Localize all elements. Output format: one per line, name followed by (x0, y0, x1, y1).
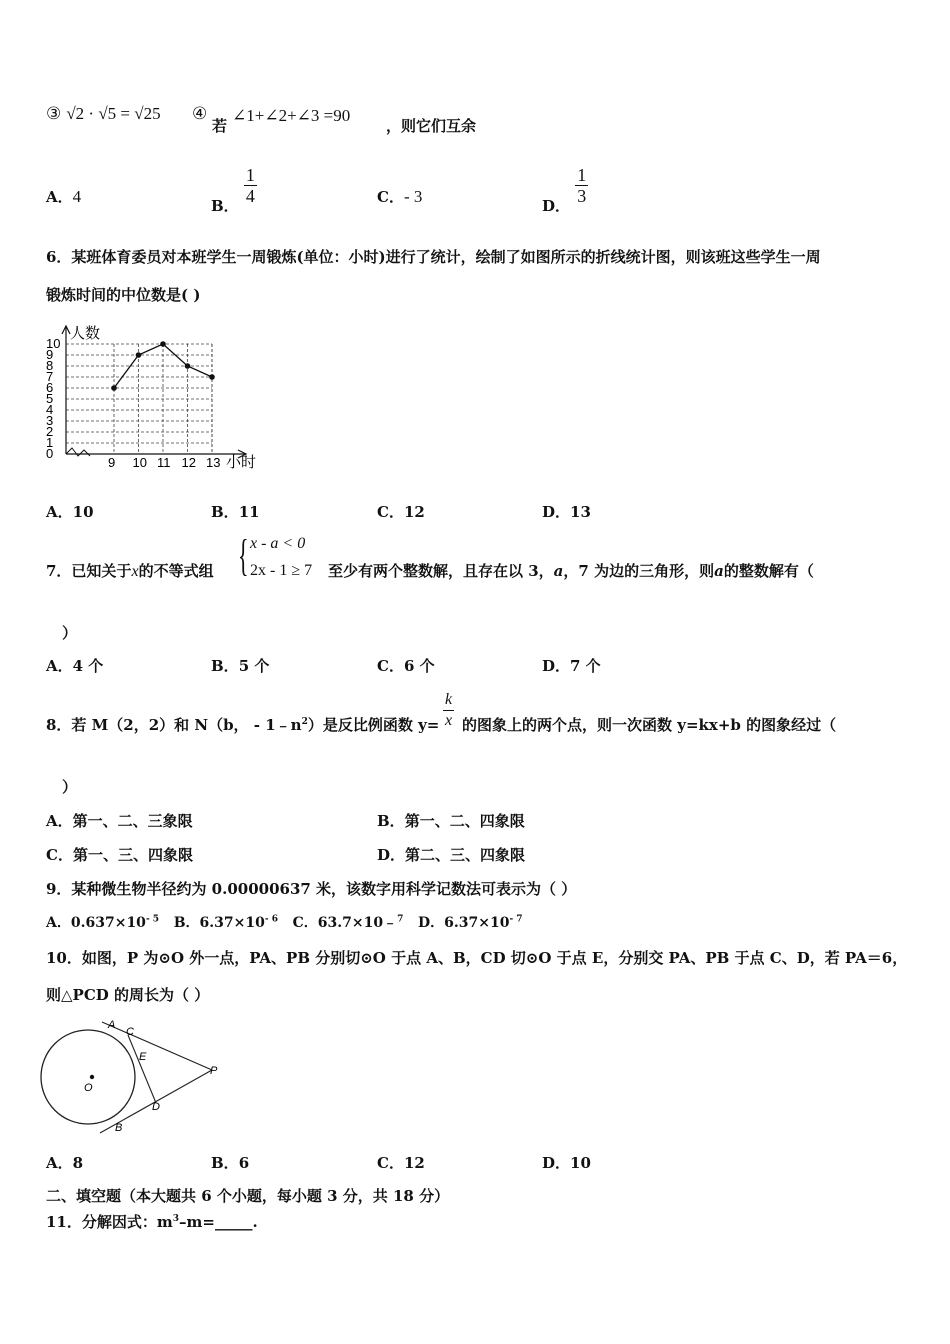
data-point (209, 374, 215, 380)
y-tick-label: 9 (46, 347, 54, 362)
q8-prefix: 8．若 M（2，2）和 N（b， - $1﹣n^2$）是反比例函数 y= (46, 716, 440, 734)
chart-ylabel: 人数 (70, 325, 101, 342)
q8-close-paren: ） (62, 778, 78, 796)
data-point (160, 341, 166, 347)
y-tick-label: 2 (46, 424, 54, 439)
q10-choice-a: A．8 (46, 1154, 84, 1172)
q6-text-line2: 锻炼时间的中位数是( ) (46, 286, 201, 304)
tangent-line-pa (102, 1022, 212, 1070)
y-tick-label: 6 (46, 380, 54, 395)
q5-choice-a: A．4 (46, 187, 82, 206)
y-tick-label: 7 (46, 369, 54, 384)
q5-item3-expr: √2 · √5 = √25 (66, 104, 161, 123)
label-p: P (210, 1065, 218, 1077)
label-b: B (115, 1122, 123, 1134)
q7-choice-d: D．7 个 (542, 657, 601, 675)
q8-choice-c: C．第一、三、四象限 (46, 846, 193, 864)
circle-o (41, 1030, 135, 1124)
q6-choice-b: B．11 (211, 503, 260, 521)
q5-choice-c: C．- 3 (377, 187, 423, 206)
y-tick-label: 4 (46, 402, 54, 417)
q9-choice-c: C．63.7×10﹣$^7$ (292, 914, 404, 931)
chart-axes (62, 326, 246, 458)
chart-xlabel: 小时 (226, 454, 257, 471)
label-a: A (108, 1019, 116, 1031)
q7-ineq1: x - a < 0 (250, 535, 306, 552)
q11-text: 11．分解因式：$m^3-m=\_\_\_\_\_$. (46, 1213, 258, 1231)
q5-item4-expr: ∠1+∠2+∠3 =90 (232, 106, 351, 125)
q9-choice-d: D．$6.37\times 10^{- 7}$ (417, 914, 523, 931)
q6-choice-a: A．10 (46, 503, 94, 521)
y-tick-label: 1 (46, 435, 54, 450)
tangent-circle-figure (40, 1015, 230, 1135)
q7-choice-a: A．4 个 (46, 657, 104, 675)
section-2-title: 二、填空题（本大题共 6 个小题，每小题 3 分，共 18 分） (46, 1187, 450, 1205)
q8-choice-d: D．第二、三、四象限 (377, 846, 526, 864)
q10-choice-b: B．6 (211, 1154, 250, 1172)
label-e: E (139, 1051, 147, 1063)
data-point (111, 385, 117, 391)
q7-prefix: 7．已知关于x的不等式组 (46, 562, 214, 580)
label-c: C (126, 1026, 134, 1038)
q10-choice-c: C．12 (377, 1154, 425, 1172)
q5-item4 (192, 104, 207, 124)
q6-text-line1: 6．某班体育委员对本班学生一周锻炼(单位：小时)进行了统计，绘制了如图所示的折线统计图，则该班这些学生一周 (46, 248, 821, 266)
label-o: O (84, 1082, 93, 1094)
label-d: D (152, 1101, 160, 1113)
q8-choice-a: A．第一、二、三象限 (46, 812, 193, 830)
q9-text: 9．某种微生物半径约为 0.00000637 米，该数字用科学记数法可表示为（ ） (46, 880, 577, 898)
q5-item3 (46, 104, 161, 124)
y-tick-label: 0 (46, 446, 54, 461)
x-tick-label: 12 (181, 455, 196, 470)
x-tick-label: 9 (108, 455, 116, 470)
circle-3: ③ (46, 104, 62, 123)
y-tick-label: 3 (46, 413, 54, 428)
chart-grid (66, 344, 212, 454)
y-tick-label: 8 (46, 358, 54, 373)
q5-choice-b: B． $\frac{1}{4}$ (211, 165, 255, 215)
q10-text-line1: 10．如图，P 为⊙O 外一点，PA、PB 分别切⊙O 于点 A、B，CD 切⊙O 于点 E，分别交 PA、PB 于点 C、D，若 PA＝6， (46, 949, 908, 967)
q7-suffix: 至少有两个整数解，且存在以 3，a，7 为边的三角形，则a的整数解有（ (328, 562, 814, 580)
q10-choice-d: D．10 (542, 1154, 591, 1172)
q7-ineq2: 2x - 1 ≥ 7 (250, 562, 313, 579)
q5-item4-prefix: 若 (212, 117, 228, 135)
q7-close-paren: ） (62, 624, 78, 642)
chart-ticks (46, 336, 220, 470)
q8-fraction: $\frac{k}{x}$ (445, 691, 453, 729)
q8-suffix: 的图象上的两个点，则一次函数 y=kx+b 的图象经过（ (462, 716, 837, 734)
x-tick-label: 11 (157, 455, 171, 470)
x-tick-label: 13 (206, 455, 221, 470)
q7-brace: { (238, 531, 249, 580)
data-point (136, 352, 142, 358)
x-tick-label: 10 (132, 455, 147, 470)
y-tick-label: 10 (46, 336, 61, 351)
axis-break (66, 448, 90, 456)
circle-4: ④ (192, 104, 208, 123)
center-point-o (90, 1075, 94, 1079)
q10-text-line2: 则△PCD 的周长为（ ） (46, 986, 210, 1004)
y-tick-label: 5 (46, 391, 54, 406)
q9-choices (46, 912, 523, 932)
q9-choice-a: A．$0.637\times 10^{- 5}$ (46, 914, 160, 931)
q6-choice-d: D．13 (542, 503, 591, 521)
line-chart (40, 322, 270, 477)
q5-item4-suffix: ，则它们互余 (386, 117, 477, 135)
q7-choice-c: C．6 个 (377, 657, 435, 675)
q5-choice-d: D． $\frac{1}{3}$ (542, 165, 587, 215)
data-point (185, 363, 191, 369)
q6-choice-c: C．12 (377, 503, 425, 521)
q9-choice-b: B．$6.37\times 10^{- 6}$ (173, 914, 278, 931)
q7-choice-b: B．5 个 (211, 657, 270, 675)
q8-choice-b: B．第一、二、四象限 (377, 812, 525, 830)
